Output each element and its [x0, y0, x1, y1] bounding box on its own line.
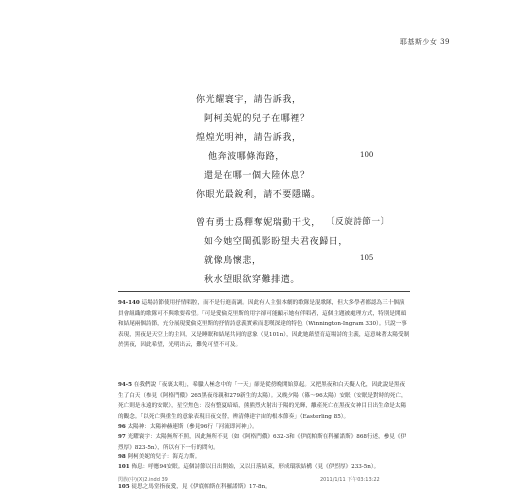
note-ref: 94-140 [118, 300, 140, 306]
running-header: 耶基斯少女 39 [399, 38, 450, 46]
line-number: 105 [360, 254, 374, 262]
verse-line: 你光耀寰宇，請告訴我， [196, 95, 302, 105]
note-text: 光耀寰宇：太陽無所不照，因此無所不見（如《阿格門儂》632-3和《伊底帕斯在科羅諾斯》868行述，參見《伊烈厚》823-5n），所以有下一行的問句。 [118, 434, 407, 451]
note [118, 482, 410, 493]
verse-line: 秋水望眼欲穿難排遣。 [204, 275, 301, 285]
verse-line: 曾有勇士爲釋奪妮瑞動干戈， [196, 218, 321, 228]
note-ref: 105 [118, 484, 130, 490]
verse-line: 就像鳥懷悲， [204, 256, 262, 266]
note-text: 阿柯美妮的兒子：海克力斯。 [127, 454, 201, 460]
line-number: 100 [360, 151, 374, 159]
note [118, 298, 410, 351]
note-ref: 94-5 [118, 382, 132, 388]
verse-line: 煌煌光明神，請告訴我， [196, 133, 302, 143]
note-text: 徒思之馬堂指夜愛，見《伊底帕斯在科羅諾斯》17-8n。 [131, 484, 271, 490]
verse-line: 還是在哪一個大陸休息？ [204, 171, 310, 181]
verse-line: 你眼光最銳利，請不要隱瞞。 [196, 190, 321, 200]
note [118, 432, 410, 453]
note [118, 452, 410, 463]
note [118, 380, 410, 422]
verse-line: 他奔波哪條海路， [208, 152, 285, 162]
note [118, 422, 410, 433]
note-ref: 97 [118, 434, 126, 440]
note-text: 太陽神：太陽神赫連斯（參見96行「河流即河神」）。 [127, 424, 258, 430]
note-text: 佈息：呼應94安眠。這個詩節以日出開始，又以日落結束，形成環狀結構（見《伊烈厚》233-5n）。 [131, 464, 380, 470]
note-text: 這場詩節使用抒情唱腔，而不是行進南調。因此有人主張本劇的歌隊是混歌隊，但大多學者都認為三十個演員會組織的歌隊可不與歌要希望。「可是愛倫克里斯的用字卻可能顯示她有伴唱者，這個主題被處理方式，特別是開頭和結尾兩個詩節，充分展現愛倫克里斯的抒情詩意義實索而悲嘆深達的特色（Winnington-Ingram 330）。只說一事表現，黑夜是天空上的主回，又是睡眠和結尾共同的意象（見101n），因此她藉望育這場詩的主義，這意味著太陽受制於黑夜，因此希望，光明出云，難免可望不可及。 [118, 300, 410, 349]
note-ref: 98 [118, 454, 126, 460]
footer-timestamp: 2011/1/11 下午03:13:22 [320, 477, 380, 483]
note-ref: 101 [118, 464, 130, 470]
antistrophe-label: 〔反旋詩節一〕 [326, 217, 390, 227]
verse-line: 阿柯美妮的兒子在哪裡？ [204, 114, 310, 124]
notes-divider [118, 291, 410, 292]
note [118, 462, 410, 473]
footer-filename: 閃族(中)(X)2.indd 39 [118, 477, 168, 483]
verse-line: 如今她空閨孤影盼望夫君夜歸日， [204, 237, 349, 247]
note-ref: 96 [118, 424, 126, 430]
note-text: 在我們說「夜裏太明」，希臘人極念中的「一天」卻是從傍晚開始算起。又把黑夜和白天擬人化，因此說是黑夜生了白天（参見《阿格門儂》265黑夜母親和279新生的太陽）。又晚夕陽（篠～96太陽）安眠（安眠是對時的死亡，死亡則是永遠的安眠），星空焦色：沒有整夏暗暗，熊熊烈火射出于陽的光輝，離產死亡在黑夜女神目日出生命是太陽的觀念。「以死亡與重生的意象表現日夜交替，辨清傳達宇宙的根本節奏」（Easterling 85）。 [118, 382, 407, 420]
